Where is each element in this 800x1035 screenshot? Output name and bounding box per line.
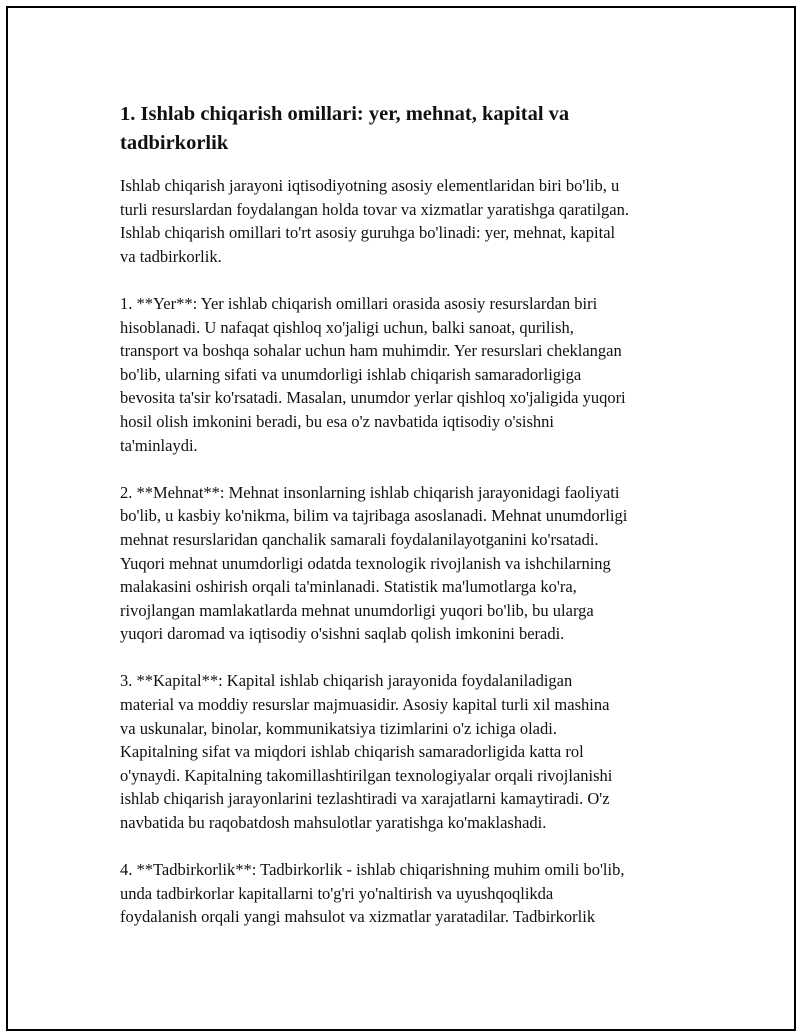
paragraph-line: Kapitalning sifat va miqdori ishlab chiqarish samaradorligida katta rol [120,742,584,762]
paragraph [120,669,690,834]
paragraph-line: unda tadbirkorlar kapitallarni to'g'ri yo'naltirish va uyushqoqlikda [120,883,554,903]
paragraph [120,858,690,929]
paragraph-line: Yuqori mehnat unumdorligi odatda texnologik rivojlanish va ishchilarning [120,553,611,573]
paragraph-line: bevosita ta'sir ko'rsatadi. Masalan, unumdor yerlar qishloq xo'jaligida yuqori [120,388,626,408]
title-line: 1. Ishlab chiqarish omillari: yer, mehnat, kapital va [120,103,570,125]
paragraph-line: va uskunalar, binolar, kommunikatsiya tizimlarini o'z ichiga oladi. [120,718,557,738]
paragraph-line: Ishlab chiqarish omillari to'rt asosiy guruhga bo'linadi: yer, mehnat, kapital [120,223,616,243]
paragraph-line: bo'lib, ularning sifati va unumdorligi ishlab chiqarish samaradorligiga [120,364,582,384]
paragraph-line: foydalanish orqali yangi mahsulot va xizmatlar yaratadilar. Tadbirkorlik [120,907,596,927]
paragraph-line: 2. **Mehnat**: Mehnat insonlarning ishlab chiqarish jarayonidagi faoliyati [120,482,620,502]
document-title [120,100,690,158]
paragraph-line: turli resurslardan foydalangan holda tovar va xizmatlar yaratishga qaratilgan. [120,199,630,219]
paragraph-line: ta'minlaydi. [120,435,198,455]
paragraph-line: bo'lib, u kasbiy ko'nikma, bilim va tajribaga asoslanadi. Mehnat unumdorligi [120,506,628,526]
paragraph-line: yuqori daromad va iqtisodiy o'sishni saqlab qolish imkonini beradi. [120,624,565,644]
paragraph-line: hisoblanadi. U nafaqat qishloq xo'jaligi uchun, balki sanoat, qurilish, [120,317,574,337]
paragraph-list [120,174,690,929]
paragraph-line: 1. **Yer**: Yer ishlab chiqarish omillari orasida asosiy resurslardan biri [120,293,598,313]
paragraph-line: material va moddiy resurslar majmuasidir. Asosiy kapital turli xil mashina [120,695,610,715]
page-frame [6,6,796,1031]
paragraph [120,292,690,457]
paragraph-line: 3. **Kapital**: Kapital ishlab chiqarish jarayonida foydalaniladigan [120,671,573,691]
paragraph-line: va tadbirkorlik. [120,246,222,266]
paragraph [120,174,690,268]
paragraph-line: o'ynaydi. Kapitalning takomillashtirilgan texnologiyalar orqali rivojlanishi [120,765,613,785]
title-line: tadbirkorlik [120,132,229,154]
paragraph-line: navbatida bu raqobatdosh mahsulotlar yaratishga ko'maklashadi. [120,813,547,833]
paragraph-line: mehnat resurslaridan qanchalik samarali foydalanilayotganini ko'rsatadi. [120,529,599,549]
paragraph-line: ishlab chiqarish jarayonlarini tezlashtiradi va xarajatlarni kamaytiradi. O'z [120,789,610,809]
paragraph-line: hosil olish imkonini beradi, bu esa o'z navbatida iqtisodiy o'sishni [120,411,554,431]
paragraph [120,481,690,646]
paragraph-line: rivojlangan mamlakatlarda mehnat unumdorligi yuqori bo'lib, bu ularga [120,600,594,620]
paragraph-line: Ishlab chiqarish jarayoni iqtisodiyotning asosiy elementlaridan biri bo'lib, u [120,176,620,195]
paragraph-line: 4. **Tadbirkorlik**: Tadbirkorlik - ishlab chiqarishning muhim omili bo'lib, [120,860,625,880]
paragraph-line: transport va boshqa sohalar uchun ham muhimdir. Yer resurslari cheklangan [120,341,622,361]
paragraph-line: malakasini oshirish orqali ta'minlanadi. Statistik ma'lumotlarga ko'ra, [120,577,577,597]
document-body [120,100,690,953]
